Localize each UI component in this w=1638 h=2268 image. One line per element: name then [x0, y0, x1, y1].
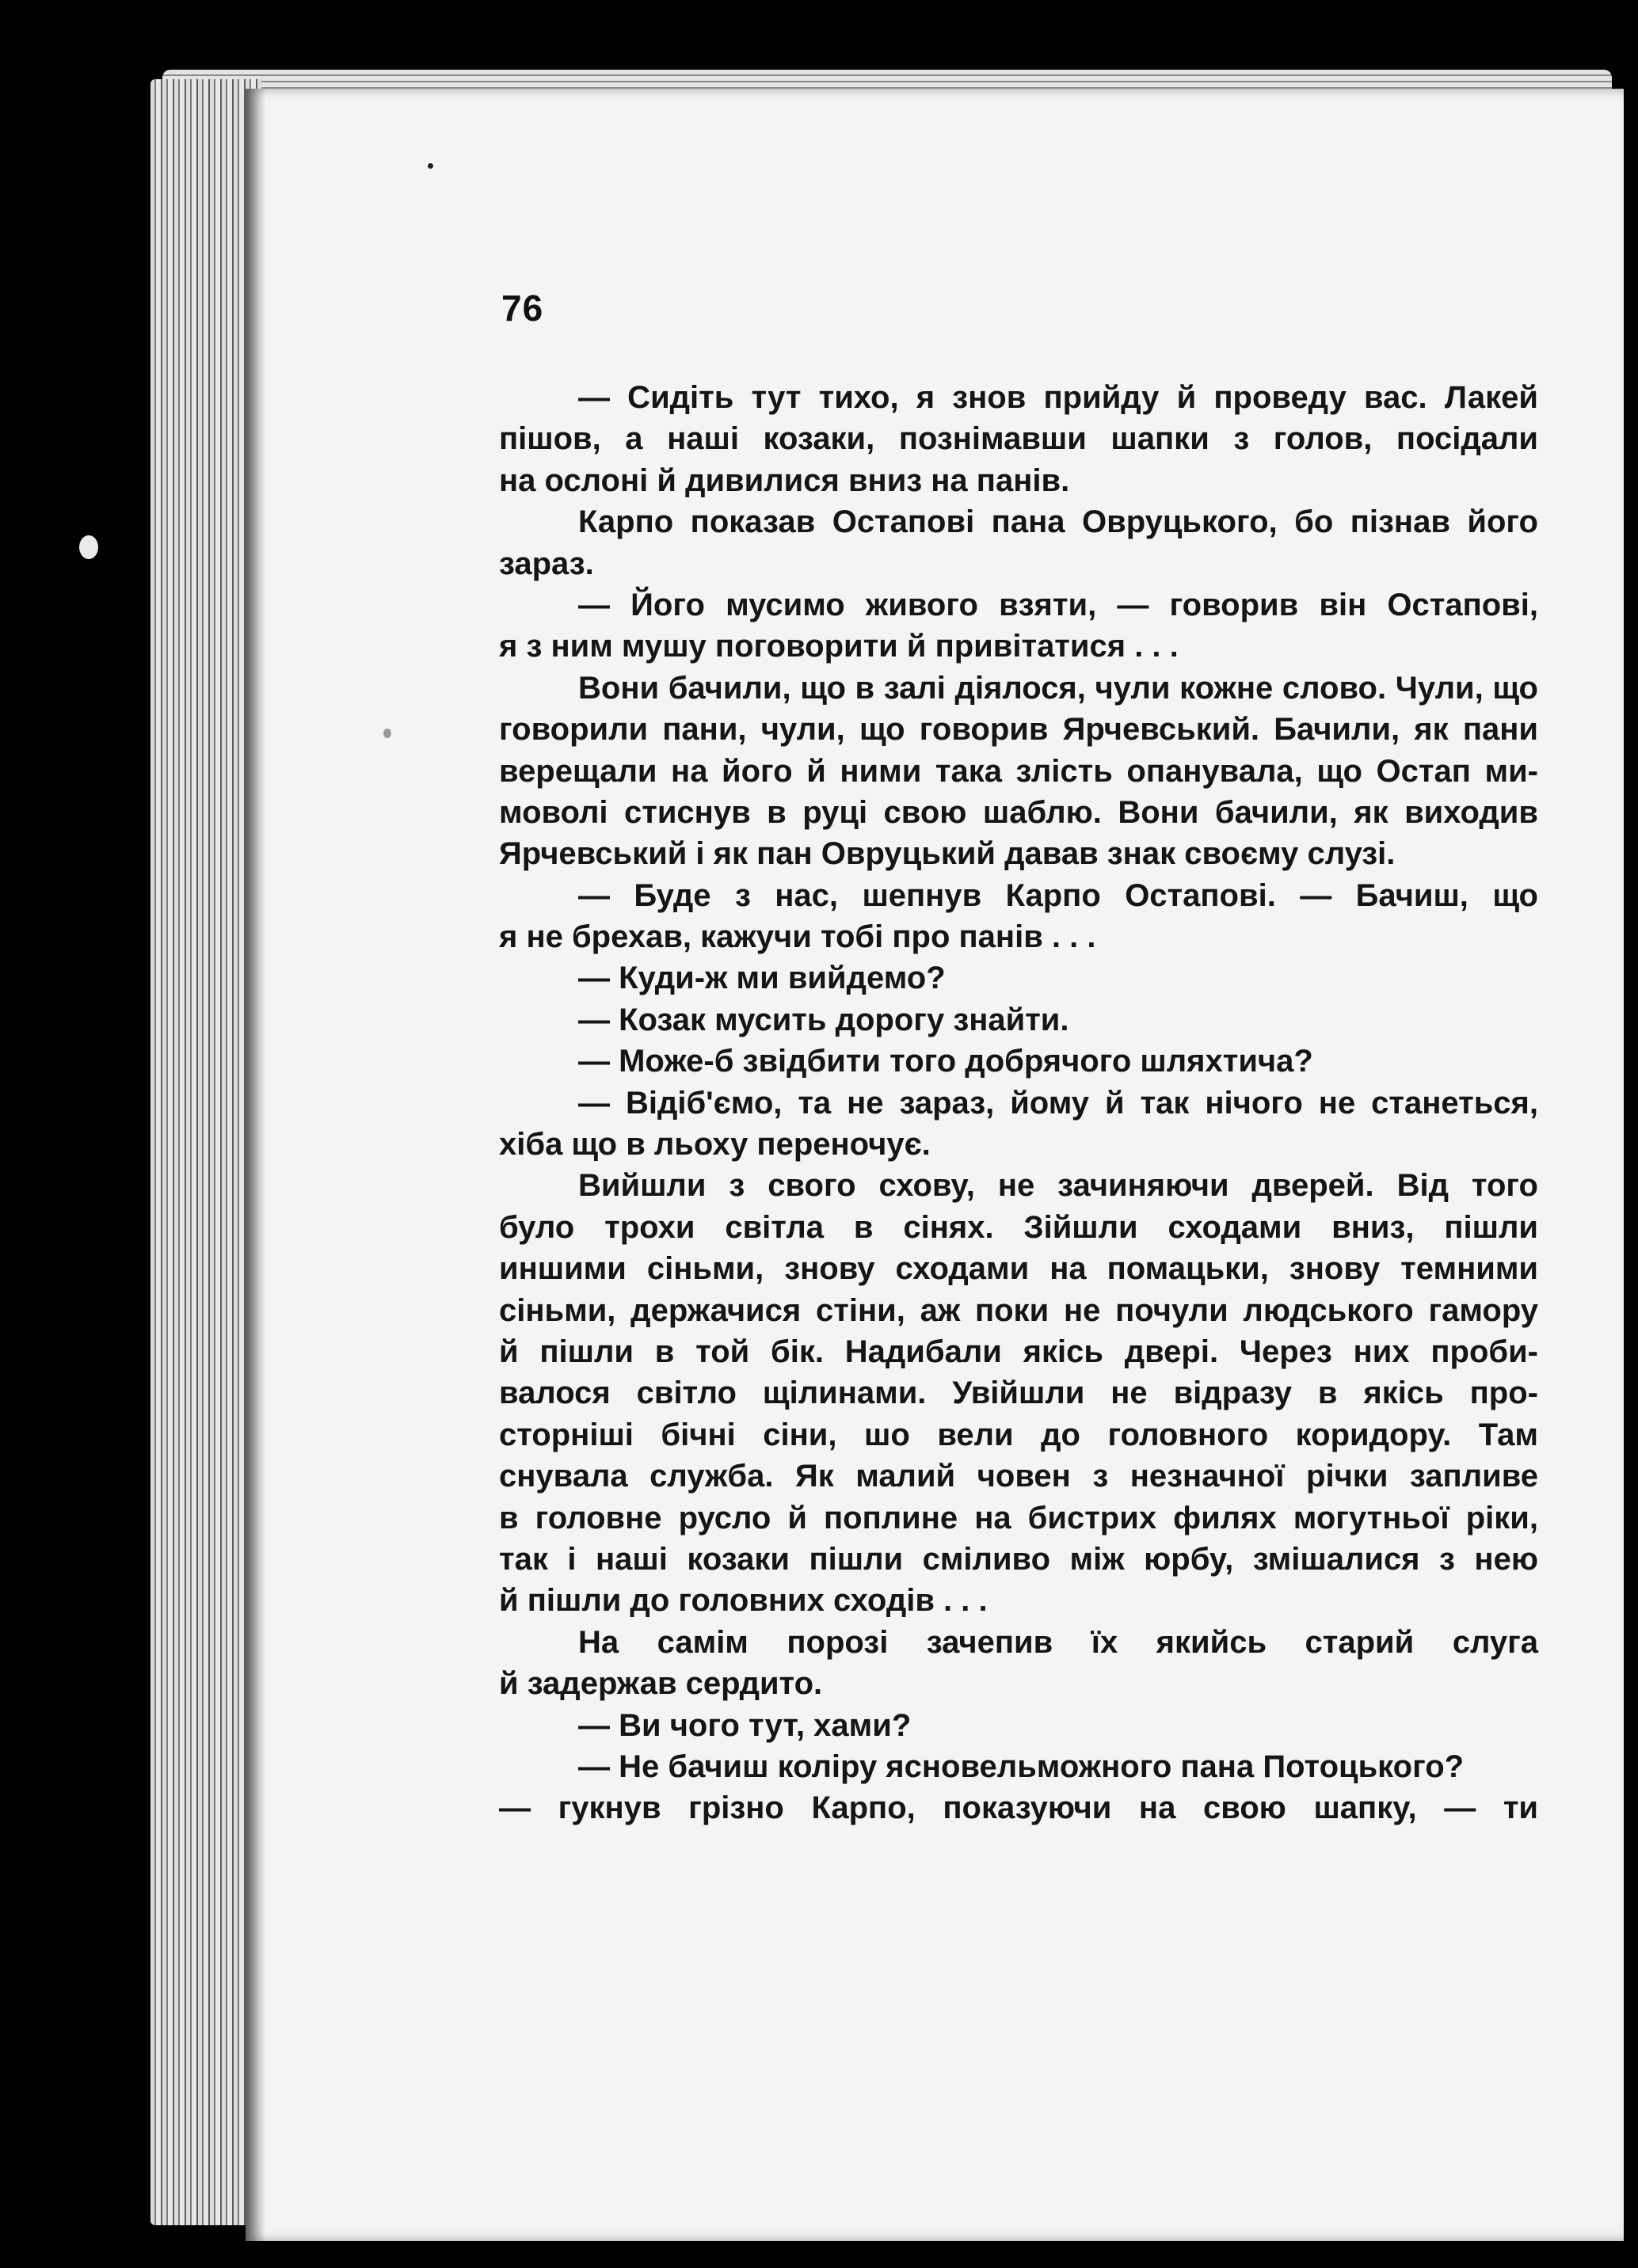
text-line: в головне русло й поплине на бистрих филях могутньої ріки,: [499, 1500, 1538, 1535]
text-line: й задержав сердито.: [499, 1666, 823, 1702]
text-line: Вони бачили, що в залі діялося, чули кожне слово. Чули, що: [578, 670, 1538, 706]
text-line: — Не бачиш коліру ясновельможного пана Потоцького?: [578, 1749, 1465, 1784]
paper-speck: [79, 535, 98, 559]
text-line: — Відіб'ємо, та не зараз, йому й так нічого не станеться,: [578, 1085, 1538, 1121]
text-line: на ослоні й дивилися вниз на панів.: [499, 462, 1070, 498]
text-line: иншими сіньми, знову сходами на помацьки, знову темними: [499, 1251, 1538, 1287]
paper-speck: [383, 729, 391, 738]
text-line: — Його мусимо живого взяти, — говорив він Остапові,: [578, 587, 1538, 622]
text-line: й пішли в той бік. Надибали якісь двері. Через них проби-: [499, 1334, 1538, 1369]
text-line: хіба що в льоху переночує.: [499, 1127, 931, 1163]
page-stack-left-edge: [150, 79, 261, 2225]
text-line: так і наші козаки пішли сміливо між юрбу, змішалися з нею: [499, 1541, 1538, 1577]
text-line: Карпо показав Остапові пана Овруцького, бо пізнав його: [578, 504, 1538, 540]
text-line: я з ним мушу поговорити й привітатися . . .: [499, 629, 1179, 664]
text-line: говорили пани, чули, що говорив Ярчевський. Бачили, як пани: [499, 712, 1538, 748]
page-number: 76: [501, 287, 544, 329]
text-line: — Козак мусить дорогу знайти.: [578, 1002, 1069, 1037]
text-line: — Куди-ж ми вийдемо?: [578, 961, 946, 996]
text-line: було трохи світла в сінях. Зійшли сходами вниз, пішли: [499, 1209, 1538, 1245]
text-line: На самім порозі зачепив їх якийсь старий слуга: [578, 1624, 1538, 1660]
text-line: снувала служба. Як малий човен з незначної річки запливе: [499, 1459, 1538, 1494]
text-line: Вийшли з свого схову, не зачиняючи дверей. Від того: [578, 1168, 1538, 1204]
text-line: Ярчевський і як пан Овруцький давав знак своєму слузі.: [499, 836, 1396, 872]
text-line: сторніші бічні сіни, шо вели до головного коридору. Там: [499, 1417, 1538, 1452]
text-line: й пішли до головних сходів . . .: [499, 1583, 988, 1619]
text-line: — гукнув грізно Карпо, показуючи на свою шапку, — ти: [499, 1790, 1538, 1826]
text-line: зараз.: [499, 546, 594, 581]
text-line: — Може-б звідбити того добрячого шляхтича?: [578, 1044, 1313, 1079]
text-line: моволі стиснув в руці свою шаблю. Вони бачили, як виходив: [499, 794, 1538, 830]
text-line: я не брехав, кажучи тобі про панів . . .: [499, 919, 1096, 955]
text-line: валося світло щілинами. Увійшли не відразу в якісь про-: [499, 1376, 1538, 1411]
text-line: верещали на його й ними така злість опанувала, що Остап ми-: [499, 753, 1538, 789]
body-text: [499, 377, 1538, 1829]
text-line: — Буде з нас, шепнув Карпо Остапові. — Бачиш, що: [578, 877, 1538, 913]
spine-shadow: [246, 89, 266, 2241]
text-line: — Сидіть тут тихо, я знов прийду й проведу вас. Лакей: [578, 380, 1538, 415]
text-line: — Ви чого тут, хами?: [578, 1707, 912, 1743]
text-line: пішов, а наші козаки, познімавши шапки з голов, посідали: [499, 421, 1538, 457]
paper-speck: [428, 163, 433, 169]
text-line: сіньми, держачися стіни, аж поки не почули людського гамору: [499, 1292, 1538, 1328]
